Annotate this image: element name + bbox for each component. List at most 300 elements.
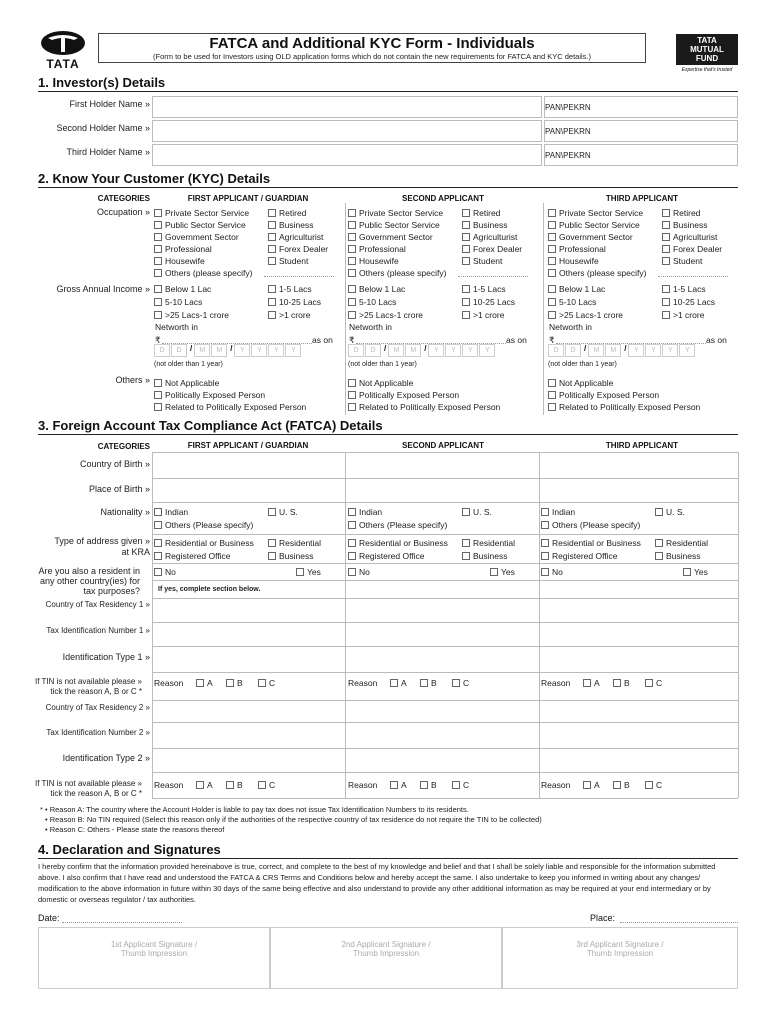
occupation-option[interactable] bbox=[348, 232, 433, 242]
occupation-option[interactable] bbox=[548, 220, 640, 230]
address-type-option[interactable] bbox=[462, 538, 515, 548]
date-cell[interactable]: M bbox=[605, 344, 621, 357]
occupation-option[interactable] bbox=[348, 268, 446, 278]
pep-option[interactable] bbox=[154, 378, 219, 388]
pep-option[interactable] bbox=[154, 390, 265, 400]
resident-yes[interactable] bbox=[490, 567, 515, 577]
income-option[interactable] bbox=[548, 310, 623, 320]
address-type-option[interactable] bbox=[655, 551, 701, 561]
checkbox[interactable] bbox=[655, 508, 663, 516]
kyc-divider-1 bbox=[345, 203, 346, 415]
fatca-text-input[interactable] bbox=[345, 722, 539, 748]
reason-b[interactable] bbox=[226, 678, 243, 688]
option-label: >1 crore bbox=[473, 310, 505, 320]
fatca-text-input[interactable] bbox=[539, 722, 738, 748]
fatca-text-input[interactable] bbox=[345, 452, 539, 478]
occupation-option[interactable] bbox=[462, 208, 500, 218]
income-option[interactable] bbox=[462, 310, 504, 320]
third-holder-name-input[interactable] bbox=[152, 144, 542, 166]
checkbox[interactable] bbox=[548, 298, 556, 306]
checkbox[interactable] bbox=[548, 379, 556, 387]
occupation-option[interactable] bbox=[662, 220, 708, 230]
checkbox[interactable] bbox=[548, 209, 556, 217]
reason-b[interactable] bbox=[420, 678, 437, 688]
date-cell[interactable]: M bbox=[211, 344, 227, 357]
date-cell[interactable]: Y bbox=[628, 344, 644, 357]
date-input[interactable] bbox=[62, 922, 182, 923]
checkbox[interactable] bbox=[548, 245, 556, 253]
income-option[interactable] bbox=[154, 310, 229, 320]
occupation-option[interactable] bbox=[548, 256, 599, 266]
checkbox[interactable] bbox=[296, 568, 304, 576]
kyc-col-first: FIRST APPLICANT / GUARDIAN bbox=[187, 194, 309, 203]
first-holder-pan-input[interactable] bbox=[544, 96, 738, 118]
date-cell[interactable]: Y bbox=[662, 344, 678, 357]
date-cell[interactable]: D bbox=[565, 344, 581, 357]
others-specify-input[interactable] bbox=[458, 276, 528, 277]
note-reason-b: • Reason B: No TIN required (Select this reason only if the authorities of the respective country of tax residence do not require the TIN to be collected) bbox=[45, 815, 542, 824]
reason-c[interactable] bbox=[645, 780, 662, 790]
address-type-option[interactable] bbox=[154, 538, 254, 548]
sig-box-3[interactable] bbox=[502, 927, 738, 989]
checkbox[interactable] bbox=[154, 269, 162, 277]
checkbox[interactable] bbox=[348, 209, 356, 217]
income-option[interactable] bbox=[268, 297, 321, 307]
checkbox[interactable] bbox=[258, 781, 266, 789]
pep-option[interactable] bbox=[154, 402, 306, 412]
checkbox[interactable] bbox=[348, 285, 356, 293]
nationality-indian[interactable] bbox=[541, 507, 575, 517]
checkbox[interactable] bbox=[462, 257, 470, 265]
checkbox[interactable] bbox=[662, 311, 670, 319]
checkbox[interactable] bbox=[348, 245, 356, 253]
resident-no[interactable] bbox=[348, 567, 370, 577]
reason-c[interactable] bbox=[258, 678, 275, 688]
address-type-option[interactable] bbox=[154, 551, 231, 561]
occupation-option[interactable] bbox=[662, 244, 722, 254]
checkbox[interactable] bbox=[490, 568, 498, 576]
occupation-option[interactable] bbox=[662, 256, 702, 266]
reason-a[interactable] bbox=[390, 780, 407, 790]
fatca-text-input[interactable] bbox=[539, 700, 738, 722]
second-holder-name-input[interactable] bbox=[152, 120, 542, 142]
checkbox[interactable] bbox=[548, 269, 556, 277]
checkbox[interactable] bbox=[390, 679, 398, 687]
checkbox[interactable] bbox=[154, 403, 162, 411]
checkbox[interactable] bbox=[662, 209, 670, 217]
fatca-text-input[interactable] bbox=[152, 748, 345, 772]
resident-no[interactable] bbox=[154, 567, 176, 577]
checkbox[interactable] bbox=[226, 679, 234, 687]
reason-a[interactable] bbox=[196, 678, 213, 688]
checkbox[interactable] bbox=[662, 298, 670, 306]
not-older-note: (not older than 1 year) bbox=[348, 361, 417, 368]
checkbox[interactable] bbox=[452, 679, 460, 687]
fatca-text-input[interactable] bbox=[539, 646, 738, 672]
date-cell[interactable]: M bbox=[588, 344, 604, 357]
checkbox[interactable] bbox=[548, 221, 556, 229]
occupation-option[interactable] bbox=[154, 232, 239, 242]
checkbox[interactable] bbox=[548, 233, 556, 241]
option-label: Forex Dealer bbox=[473, 244, 523, 254]
checkbox[interactable] bbox=[268, 221, 276, 229]
option-label: Private Sector Service bbox=[359, 208, 444, 218]
tin-na-1-label: If TIN is not available please » tick the reason A, B or C * bbox=[34, 677, 142, 696]
occupation-option[interactable] bbox=[268, 208, 306, 218]
checkbox[interactable] bbox=[541, 521, 549, 529]
date-cell[interactable]: M bbox=[388, 344, 404, 357]
checkbox[interactable] bbox=[548, 257, 556, 265]
kyc-divider-2 bbox=[543, 203, 544, 415]
occupation-option[interactable] bbox=[462, 244, 522, 254]
checkbox[interactable] bbox=[154, 257, 162, 265]
checkbox[interactable] bbox=[420, 679, 428, 687]
checkbox[interactable] bbox=[154, 209, 162, 217]
fatca-text-input[interactable] bbox=[152, 478, 345, 502]
fatca-text-input[interactable] bbox=[539, 622, 738, 646]
fatca-text-input[interactable] bbox=[345, 700, 539, 722]
checkbox[interactable] bbox=[348, 568, 356, 576]
other-resident-label: Are you also a resident in any other country(ies) for tax purposes? bbox=[38, 566, 140, 596]
checkbox[interactable] bbox=[348, 233, 356, 241]
checkbox[interactable] bbox=[462, 508, 470, 516]
option-label: 1-5 Lacs bbox=[673, 284, 706, 294]
checkbox[interactable] bbox=[613, 781, 621, 789]
checkbox[interactable] bbox=[662, 257, 670, 265]
checkbox[interactable] bbox=[348, 391, 356, 399]
checkbox[interactable] bbox=[583, 781, 591, 789]
date-cell[interactable]: Y bbox=[679, 344, 695, 357]
checkbox[interactable] bbox=[154, 568, 162, 576]
place-input[interactable] bbox=[620, 922, 738, 923]
income-option[interactable] bbox=[268, 284, 312, 294]
checkbox[interactable] bbox=[154, 245, 162, 253]
reason-b[interactable] bbox=[613, 678, 630, 688]
resident-yes[interactable] bbox=[683, 567, 708, 577]
date-cell[interactable]: Y bbox=[428, 344, 444, 357]
fatca-text-input[interactable] bbox=[345, 646, 539, 672]
checkbox[interactable] bbox=[268, 298, 276, 306]
checkbox[interactable] bbox=[420, 781, 428, 789]
checkbox[interactable] bbox=[154, 379, 162, 387]
checkbox[interactable] bbox=[462, 298, 470, 306]
nationality-us[interactable] bbox=[655, 507, 685, 517]
checkbox[interactable] bbox=[154, 552, 162, 560]
nationality-us[interactable] bbox=[462, 507, 492, 517]
date-cell[interactable]: M bbox=[194, 344, 210, 357]
pep-option[interactable] bbox=[548, 378, 613, 388]
reason-a[interactable] bbox=[196, 780, 213, 790]
fatca-text-input[interactable] bbox=[539, 452, 738, 478]
income-option[interactable] bbox=[154, 297, 202, 307]
checkbox[interactable] bbox=[462, 245, 470, 253]
fatca-text-input[interactable] bbox=[539, 478, 738, 502]
checkbox[interactable] bbox=[268, 539, 276, 547]
checkbox[interactable] bbox=[541, 552, 549, 560]
income-option[interactable] bbox=[268, 310, 310, 320]
rupee-sign: ₹ bbox=[349, 335, 355, 345]
nationality-indian[interactable] bbox=[348, 507, 382, 517]
first-holder-name-input[interactable] bbox=[152, 96, 542, 118]
checkbox[interactable] bbox=[548, 391, 556, 399]
reason-b[interactable] bbox=[613, 780, 630, 790]
occupation-option[interactable] bbox=[268, 232, 323, 242]
date-cell[interactable]: M bbox=[405, 344, 421, 357]
nationality-others[interactable] bbox=[154, 520, 253, 530]
checkbox[interactable] bbox=[348, 552, 356, 560]
checkbox[interactable] bbox=[268, 233, 276, 241]
checkbox[interactable] bbox=[154, 521, 162, 529]
checkbox[interactable] bbox=[348, 269, 356, 277]
checkbox[interactable] bbox=[348, 508, 356, 516]
occupation-option[interactable] bbox=[462, 232, 517, 242]
checkbox[interactable] bbox=[583, 679, 591, 687]
networth-date[interactable] bbox=[548, 344, 696, 357]
income-option[interactable] bbox=[548, 297, 596, 307]
checkbox[interactable] bbox=[226, 781, 234, 789]
checkbox[interactable] bbox=[154, 233, 162, 241]
date-cell[interactable]: Y bbox=[462, 344, 478, 357]
checkbox[interactable] bbox=[268, 508, 276, 516]
nationality-others[interactable] bbox=[348, 520, 447, 530]
checkbox[interactable] bbox=[548, 285, 556, 293]
occupation-option[interactable] bbox=[348, 220, 440, 230]
date-cell[interactable]: D bbox=[171, 344, 187, 357]
date-cell[interactable]: D bbox=[365, 344, 381, 357]
checkbox[interactable] bbox=[462, 233, 470, 241]
checkbox[interactable] bbox=[348, 221, 356, 229]
third-holder-pan-input[interactable] bbox=[544, 144, 738, 166]
reason-a[interactable] bbox=[583, 678, 600, 688]
occupation-option[interactable] bbox=[548, 208, 643, 218]
fatca-text-input[interactable] bbox=[152, 722, 345, 748]
checkbox[interactable] bbox=[462, 539, 470, 547]
income-option[interactable] bbox=[662, 310, 704, 320]
checkbox[interactable] bbox=[268, 257, 276, 265]
address-type-option[interactable] bbox=[541, 551, 618, 561]
address-type-option[interactable] bbox=[541, 538, 641, 548]
occupation-option[interactable] bbox=[548, 232, 633, 242]
checkbox[interactable] bbox=[452, 781, 460, 789]
occupation-option[interactable] bbox=[662, 208, 700, 218]
checkbox[interactable] bbox=[348, 257, 356, 265]
address-type-option[interactable] bbox=[348, 538, 448, 548]
checkbox[interactable] bbox=[196, 781, 204, 789]
income-option[interactable] bbox=[462, 284, 506, 294]
checkbox[interactable] bbox=[390, 781, 398, 789]
checkbox[interactable] bbox=[462, 552, 470, 560]
occupation-option[interactable] bbox=[154, 244, 212, 254]
pep-option[interactable] bbox=[348, 378, 413, 388]
date-cell[interactable]: D bbox=[548, 344, 564, 357]
checkbox[interactable] bbox=[268, 552, 276, 560]
date-cell[interactable]: Y bbox=[479, 344, 495, 357]
pep-option[interactable] bbox=[548, 402, 700, 412]
address-type-option[interactable] bbox=[268, 538, 321, 548]
checkbox[interactable] bbox=[655, 539, 663, 547]
occupation-option[interactable] bbox=[348, 256, 399, 266]
checkbox[interactable] bbox=[662, 285, 670, 293]
date-cell[interactable]: Y bbox=[234, 344, 250, 357]
occupation-option[interactable] bbox=[662, 232, 717, 242]
option-label: Public Sector Service bbox=[165, 220, 246, 230]
checkbox[interactable] bbox=[548, 311, 556, 319]
income-option[interactable] bbox=[348, 297, 396, 307]
checkbox[interactable] bbox=[268, 245, 276, 253]
option-label: 5-10 Lacs bbox=[165, 297, 203, 307]
checkbox[interactable] bbox=[683, 568, 691, 576]
not-older-note: (not older than 1 year) bbox=[548, 361, 617, 368]
checkbox[interactable] bbox=[462, 209, 470, 217]
checkbox[interactable] bbox=[348, 379, 356, 387]
occupation-option[interactable] bbox=[154, 268, 252, 278]
sig-box-2[interactable] bbox=[270, 927, 502, 989]
reason-c[interactable] bbox=[452, 678, 469, 688]
occupation-option[interactable] bbox=[548, 244, 606, 254]
checkbox[interactable] bbox=[348, 539, 356, 547]
networth-date[interactable] bbox=[348, 344, 496, 357]
income-option[interactable] bbox=[662, 284, 706, 294]
checkbox[interactable] bbox=[541, 508, 549, 516]
fatca-text-input[interactable] bbox=[345, 622, 539, 646]
resident-yes[interactable] bbox=[296, 567, 321, 577]
address-type-option[interactable] bbox=[655, 538, 708, 548]
income-option[interactable] bbox=[548, 284, 605, 294]
income-option[interactable] bbox=[348, 310, 423, 320]
fatca-text-input[interactable] bbox=[539, 748, 738, 772]
reason-b[interactable] bbox=[226, 780, 243, 790]
occupation-option[interactable] bbox=[348, 244, 406, 254]
fatca-text-input[interactable] bbox=[539, 598, 738, 622]
fatca-text-input[interactable] bbox=[345, 748, 539, 772]
checkbox[interactable] bbox=[662, 221, 670, 229]
fatca-text-input[interactable] bbox=[345, 598, 539, 622]
sig-1-thumb: Thumb Impression bbox=[120, 949, 188, 958]
checkbox[interactable] bbox=[348, 311, 356, 319]
checkbox[interactable] bbox=[154, 539, 162, 547]
income-option[interactable] bbox=[154, 284, 211, 294]
tin-na-2-label: If TIN is not available please » tick the reason A, B or C * bbox=[34, 779, 142, 798]
occupation-option[interactable] bbox=[548, 268, 646, 278]
fatca-text-input[interactable] bbox=[152, 622, 345, 646]
reason-b[interactable] bbox=[420, 780, 437, 790]
checkbox[interactable] bbox=[462, 221, 470, 229]
nationality-others[interactable] bbox=[541, 520, 640, 530]
date-cell[interactable]: Y bbox=[445, 344, 461, 357]
occupation-option[interactable] bbox=[154, 256, 205, 266]
checkbox[interactable] bbox=[154, 508, 162, 516]
checkbox[interactable] bbox=[154, 311, 162, 319]
option-label: >1 crore bbox=[673, 310, 705, 320]
checkbox[interactable] bbox=[645, 781, 653, 789]
reason-c[interactable] bbox=[645, 678, 662, 688]
checkbox[interactable] bbox=[541, 539, 549, 547]
checkbox[interactable] bbox=[258, 679, 266, 687]
occupation-option[interactable] bbox=[268, 244, 328, 254]
occupation-option[interactable] bbox=[268, 256, 308, 266]
occupation-option[interactable] bbox=[462, 256, 502, 266]
checkbox[interactable] bbox=[154, 221, 162, 229]
checkbox[interactable] bbox=[348, 298, 356, 306]
checkbox[interactable] bbox=[541, 568, 549, 576]
checkbox[interactable] bbox=[548, 403, 556, 411]
reason-c[interactable] bbox=[452, 780, 469, 790]
checkbox[interactable] bbox=[662, 233, 670, 241]
pep-option[interactable] bbox=[548, 390, 659, 400]
nationality-us[interactable] bbox=[268, 507, 298, 517]
option-label: No bbox=[359, 567, 370, 577]
reason-c[interactable] bbox=[258, 780, 275, 790]
option-label: A bbox=[594, 780, 600, 790]
pep-option[interactable] bbox=[348, 402, 500, 412]
date-cell[interactable]: Y bbox=[645, 344, 661, 357]
tax-residency-1-label: Country of Tax Residency 1 » bbox=[45, 600, 150, 609]
reason-a[interactable] bbox=[390, 678, 407, 688]
checkbox[interactable] bbox=[268, 209, 276, 217]
others-specify-input[interactable] bbox=[264, 276, 334, 277]
fatca-text-input[interactable] bbox=[152, 646, 345, 672]
checkbox[interactable] bbox=[462, 311, 470, 319]
checkbox[interactable] bbox=[196, 679, 204, 687]
checkbox[interactable] bbox=[348, 403, 356, 411]
fatca-text-input[interactable] bbox=[152, 452, 345, 478]
occupation-option[interactable] bbox=[268, 220, 314, 230]
checkbox[interactable] bbox=[645, 679, 653, 687]
second-holder-pan-input[interactable] bbox=[544, 120, 738, 142]
checkbox[interactable] bbox=[613, 679, 621, 687]
checkbox[interactable] bbox=[655, 552, 663, 560]
checkbox[interactable] bbox=[462, 285, 470, 293]
occupation-option[interactable] bbox=[348, 208, 443, 218]
option-label: Retired bbox=[279, 208, 307, 218]
mf-line-2: MUTUAL bbox=[690, 45, 724, 54]
reason-a[interactable] bbox=[583, 780, 600, 790]
checkbox[interactable] bbox=[268, 285, 276, 293]
nationality-indian[interactable] bbox=[154, 507, 188, 517]
date-cell[interactable]: D bbox=[348, 344, 364, 357]
fatca-text-input[interactable] bbox=[152, 700, 345, 722]
fatca-text-input[interactable] bbox=[152, 598, 345, 622]
checkbox[interactable] bbox=[662, 245, 670, 253]
checkbox[interactable] bbox=[268, 311, 276, 319]
checkbox[interactable] bbox=[154, 391, 162, 399]
income-option[interactable] bbox=[662, 297, 715, 307]
networth-date[interactable] bbox=[154, 344, 302, 357]
date-cell[interactable]: Y bbox=[268, 344, 284, 357]
occupation-option[interactable] bbox=[154, 220, 246, 230]
address-type-option[interactable] bbox=[348, 551, 425, 561]
checkbox[interactable] bbox=[154, 285, 162, 293]
occupation-option[interactable] bbox=[462, 220, 508, 230]
address-type-option[interactable] bbox=[268, 551, 314, 561]
date-cell[interactable]: Y bbox=[251, 344, 267, 357]
occupation-option[interactable] bbox=[154, 208, 249, 218]
checkbox[interactable] bbox=[154, 298, 162, 306]
date-cell[interactable]: D bbox=[154, 344, 170, 357]
sig-box-1[interactable] bbox=[38, 927, 270, 989]
resident-no[interactable] bbox=[541, 567, 563, 577]
address-type-option[interactable] bbox=[462, 551, 508, 561]
third-holder-label: Third Holder Name » bbox=[66, 147, 150, 157]
income-option[interactable] bbox=[462, 297, 515, 307]
option-label: Related to Politically Exposed Person bbox=[559, 402, 701, 412]
pep-option[interactable] bbox=[348, 390, 459, 400]
date-cell[interactable]: Y bbox=[285, 344, 301, 357]
fatca-text-input[interactable] bbox=[345, 478, 539, 502]
others-specify-input[interactable] bbox=[658, 276, 728, 277]
income-option[interactable] bbox=[348, 284, 405, 294]
checkbox[interactable] bbox=[348, 521, 356, 529]
